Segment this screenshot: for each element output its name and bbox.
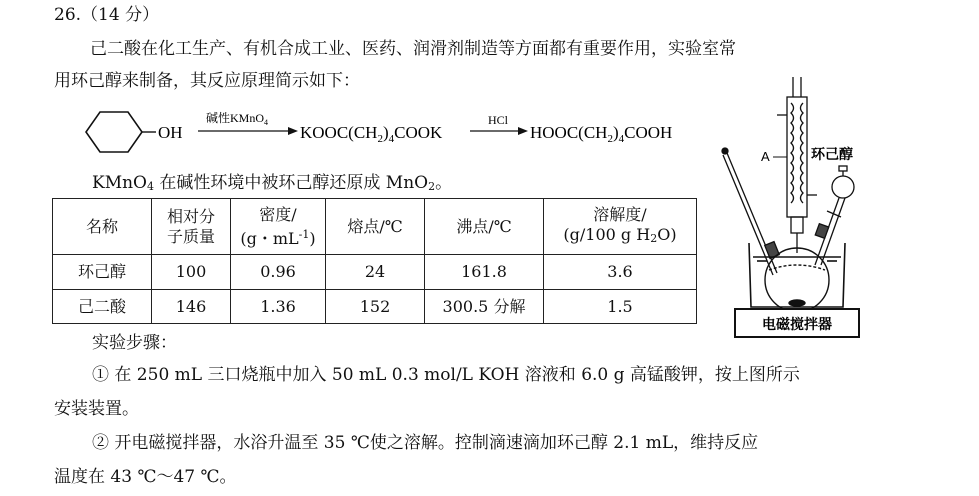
table-cell: 300.5 分解 [425,290,544,324]
product-acid: $HOOC(CH_2)_4COOH$ [530,123,673,145]
table-row [53,255,697,290]
step-1-line-1: ① 在 250 mL 三口烧瓶中加入 50 mL 0.3 mol/L KOH 溶液和 6.0 g 高锰酸钾，按上图所示 [92,365,800,385]
intermediate-salt: $KOOC(CH_2)_4COOK$ [300,123,443,145]
stirrer-label: 电磁搅拌器 [762,317,832,333]
step-2-line-1: ② 开电磁搅拌器，水浴升温至 35 ℃使之溶解。控制滴速滴加环己醇 2.1 mL，维持反应 [92,433,759,453]
table-cell: 3.6 [544,255,697,290]
table-cell: 152 [326,290,425,324]
condition-1: 碱性KMnO$_4$ [206,111,269,127]
table-header-row [53,199,697,255]
table-cell: 146 [152,290,231,324]
steps-title: 实验步骤： [92,333,177,353]
permanganate-note: KMnO4 在碱性环境中被环己醇还原成 MnO2。 [92,173,453,193]
label-a: A [761,149,770,164]
table-row [53,290,697,324]
question-header: 26.（14 分） [54,5,160,25]
table-cell: 100 [152,255,231,290]
header-boiling-point: 沸点/℃ [425,199,544,255]
header-solubility: 溶解度/ (g/100 g H2O) [544,199,697,255]
header-molar-mass: 相对分 子质量 [152,199,231,255]
table-cell: 1.5 [544,290,697,324]
dropping-funnel [815,166,854,265]
step-2-line-2: 温度在 43 ℃～47 ℃。 [54,467,237,487]
thermometer [722,148,779,275]
reflux-condenser [777,77,817,253]
table-cell: 1.36 [231,290,326,324]
properties-table [52,198,697,324]
cyclohexane-ring [86,112,142,152]
table-cell: 24 [326,255,425,290]
hydroxyl-group: OH [158,123,183,142]
step-1-line-2: 安装装置。 [54,399,139,419]
header-density: 密度/ (g・$mL^{-1}$) [231,199,326,255]
condition-2: HCl [488,113,509,127]
intro-line-1: 己二酸在化工生产、有机合成工业、医药、润滑剂制造等方面都有重要作用，实验室常 [90,39,736,59]
reaction-scheme [0,100,710,160]
header-melting-point: 熔点/℃ [326,199,425,255]
table-cell: 环己醇 [53,255,152,290]
table-cell: 161.8 [425,255,544,290]
label-funnel: 环己醇 [811,147,853,163]
header-name: 名称 [53,199,152,255]
apparatus-diagram [715,75,885,340]
intro-line-2: 用环己醇来制备，其反应原理简示如下： [54,71,360,91]
table-cell: 己二酸 [53,290,152,324]
table-cell: 0.96 [231,255,326,290]
